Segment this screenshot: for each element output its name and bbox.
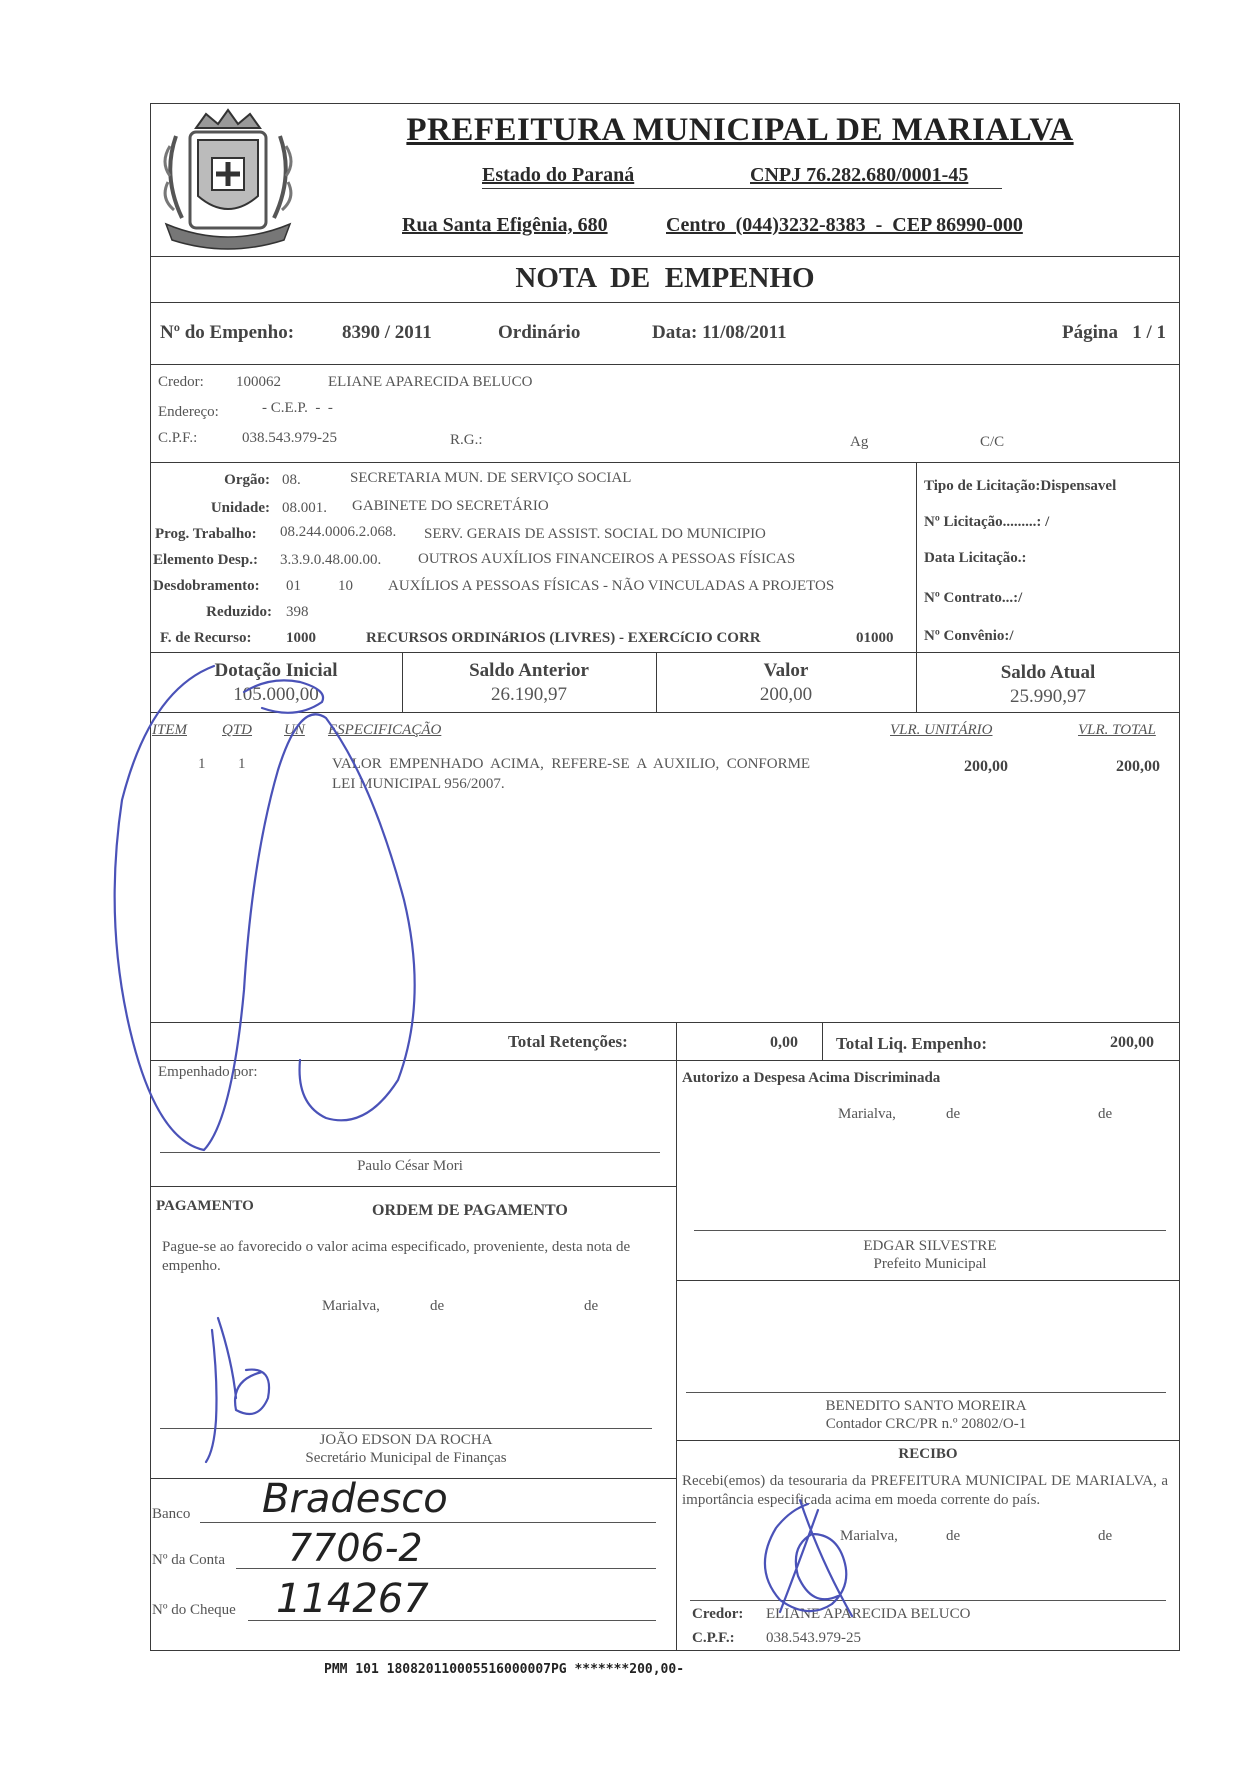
valor-value: 200,00 — [759, 684, 813, 705]
elemento-code: 3.3.9.0.48.00.00. — [280, 552, 382, 568]
pagamento-text: Pague-se ao favorecido o valor acima especificado, proveniente, desta nota de empenho. — [162, 1239, 631, 1274]
recibo-de-2: de — [1098, 1528, 1113, 1544]
rg-label: R.G.: — [450, 432, 483, 448]
item-total-value: 200,00 — [1116, 758, 1160, 775]
col-header-un: UN — [284, 722, 305, 738]
col-header-unit-value: VLR. UNITÁRIO — [890, 722, 993, 738]
numero-contrato: Nº Contrato...:/ — [924, 590, 1023, 606]
item-unit-value: 200,00 — [964, 758, 1008, 775]
credor-label: Credor: — [158, 374, 204, 390]
autorizo-title: Autorizo a Despesa Acima Discriminada — [682, 1070, 941, 1086]
numero-licitacao: Nº Licitação.........: / — [924, 514, 1050, 530]
orgao-label: Orgão: — [224, 472, 270, 488]
pagamento-place: Marialva, — [322, 1298, 380, 1314]
reduzido-value: 398 — [286, 604, 309, 620]
dotacao-inicial-label: Dotação Inicial — [214, 660, 338, 681]
agency-label: Ag — [850, 434, 869, 450]
desdobramento-name: AUXÍLIOS A PESSOAS FÍSICAS - NÃO VINCULADAS A PROJETOS — [388, 578, 835, 594]
footer-barcode-text: PMM 101 180820110005516000007PG *******200,00- — [324, 1662, 685, 1677]
recibo-title: RECIBO — [898, 1446, 958, 1462]
fonte-recurso-code-2: 01000 — [856, 630, 894, 646]
mayor-name: EDGAR SILVESTRE — [863, 1238, 997, 1254]
state-label: Estado do Paraná — [482, 164, 635, 186]
col-header-item: ITEM — [152, 722, 187, 738]
unidade-name: GABINETE DO SECRETÁRIO — [352, 498, 549, 514]
empenhado-por-label: Empenhado por: — [158, 1064, 258, 1080]
total-retencoes-value: 0,00 — [770, 1034, 798, 1051]
conta-handwritten: 7706-2 — [288, 1526, 423, 1570]
desdobramento-code-1: 01 — [286, 578, 301, 594]
mayor-role: Prefeito Municipal — [873, 1256, 987, 1272]
recibo-place: Marialva, — [840, 1528, 898, 1544]
prog-trabalho-label: Prog. Trabalho: — [155, 526, 257, 542]
col-header-spec: ESPECIFICAÇÃO — [328, 722, 442, 738]
numero-convenio: Nº Convênio:/ — [924, 628, 1014, 644]
cnpj-label: CNPJ 76.282.680/0001-45 — [750, 164, 969, 186]
pagamento-label: PAGAMENTO — [156, 1198, 254, 1214]
credor-name: ELIANE APARECIDA BELUCO — [328, 374, 533, 390]
page-number: Página 1 / 1 — [1062, 322, 1166, 343]
empenho-number-label: Nº do Empenho: — [160, 322, 295, 343]
orgao-name: SECRETARIA MUN. DE SERVIÇO SOCIAL — [350, 470, 632, 486]
account-label: C/C — [980, 434, 1005, 450]
fonte-recurso-name: RECURSOS ORDINáRIOS (LIVRES) - EXERCíCIO CORR — [366, 630, 761, 646]
col-header-qtd: QTD — [222, 722, 253, 738]
valor-label: Valor — [763, 660, 809, 681]
item-spec-line-1: VALOR EMPENHADO ACIMA, REFERE-SE A AUXILIO, CONFORME — [332, 756, 811, 772]
finance-secretary-name: JOÃO EDSON DA ROCHA — [319, 1432, 493, 1448]
col-header-total-value: VLR. TOTAL — [1078, 722, 1156, 738]
prog-trabalho-name: SERV. GERAIS DE ASSIST. SOCIAL DO MUNICIPIO — [424, 526, 766, 542]
autorizo-de-2: de — [1098, 1106, 1113, 1122]
fonte-recurso-code: 1000 — [286, 630, 316, 646]
empenhado-signer: Paulo César Mori — [357, 1158, 463, 1174]
dotacao-inicial-value: 105.000,00 — [233, 684, 319, 705]
empenho-date: Data: 11/08/2011 — [652, 322, 787, 343]
item-number: 1 — [198, 756, 206, 772]
recibo-cpf-value: 038.543.979-25 — [766, 1630, 861, 1646]
cpf-value: 038.543.979-25 — [242, 430, 337, 446]
saldo-anterior-value: 26.190,97 — [491, 684, 567, 705]
cheque-label: Nº do Cheque — [152, 1602, 236, 1618]
recibo-cpf-label: C.P.F.: — [692, 1630, 735, 1646]
data-licitacao: Data Licitação.: — [924, 550, 1027, 566]
municipality-title: PREFEITURA MUNICIPAL DE MARIALVA — [406, 112, 1074, 148]
elemento-name: OUTROS AUXÍLIOS FINANCEIROS A PESSOAS FÍSICAS — [418, 551, 796, 567]
saldo-anterior-label: Saldo Anterior — [469, 660, 589, 681]
total-liquido-label: Total Liq. Empenho: — [836, 1034, 987, 1053]
total-retencoes-label: Total Retenções: — [508, 1032, 628, 1051]
cpf-label: C.P.F.: — [158, 430, 198, 446]
orgao-code: 08. — [282, 472, 301, 488]
finance-secretary-role: Secretário Municipal de Finanças — [305, 1450, 507, 1466]
conta-label: Nº da Conta — [152, 1552, 225, 1568]
document-title: NOTA DE EMPENHO — [515, 262, 815, 294]
district-phone-cep: Centro (044)3232-8383 - CEP 86990-000 — [666, 214, 1023, 236]
ordem-pagamento-label: ORDEM DE PAGAMENTO — [372, 1202, 568, 1219]
saldo-atual-label: Saldo Atual — [1000, 662, 1096, 683]
recibo-credor-label: Credor: — [692, 1606, 744, 1622]
pagamento-de-1: de — [430, 1298, 445, 1314]
tipo-licitacao: Tipo de Licitação:Dispensavel — [924, 478, 1117, 494]
unidade-code: 08.001. — [282, 500, 327, 516]
total-liquido-value: 200,00 — [1110, 1034, 1154, 1051]
address-field-value: - C.E.P. - - — [262, 400, 333, 416]
credor-code: 100062 — [236, 374, 281, 390]
item-spec-line-2: LEI MUNICIPAL 956/2007. — [332, 776, 505, 792]
autorizo-place: Marialva, — [838, 1106, 896, 1122]
unidade-label: Unidade: — [210, 500, 270, 516]
desdobramento-label: Desdobramento: — [153, 578, 260, 594]
cheque-handwritten: 114267 — [276, 1576, 429, 1622]
empenho-number: 8390 / 2011 — [342, 322, 432, 343]
address-label: Rua Santa Efigênia, 680 — [402, 214, 608, 236]
saldo-atual-value: 25.990,97 — [1010, 686, 1086, 707]
accountant-role: Contador CRC/PR n.º 20802/O-1 — [825, 1416, 1027, 1432]
prog-trabalho-code: 08.244.0006.2.068. — [280, 524, 397, 540]
banco-label: Banco — [152, 1506, 191, 1522]
pagamento-de-2: de — [584, 1298, 599, 1314]
empenho-type: Ordinário — [498, 322, 581, 343]
item-qty: 1 — [238, 756, 246, 772]
recibo-text: Recebi(emos) da tesouraria da PREFEITURA MUNICIPAL DE MARIALVA, a importância especificada acima em moeda corrente do país. — [682, 1473, 1168, 1508]
elemento-label: Elemento Desp.: — [153, 552, 258, 568]
recibo-de-1: de — [946, 1528, 961, 1544]
recibo-credor-name: ELIANE APARECIDA BELUCO — [766, 1606, 971, 1622]
autorizo-de-1: de — [946, 1106, 961, 1122]
address-field-label: Endereço: — [158, 404, 219, 420]
accountant-name: BENEDITO SANTO MOREIRA — [825, 1398, 1027, 1414]
reduzido-label: Reduzido: — [206, 604, 272, 620]
banco-handwritten: Bradesco — [262, 1476, 448, 1522]
desdobramento-code-2: 10 — [338, 578, 353, 594]
fonte-recurso-label: F. de Recurso: — [160, 630, 252, 646]
